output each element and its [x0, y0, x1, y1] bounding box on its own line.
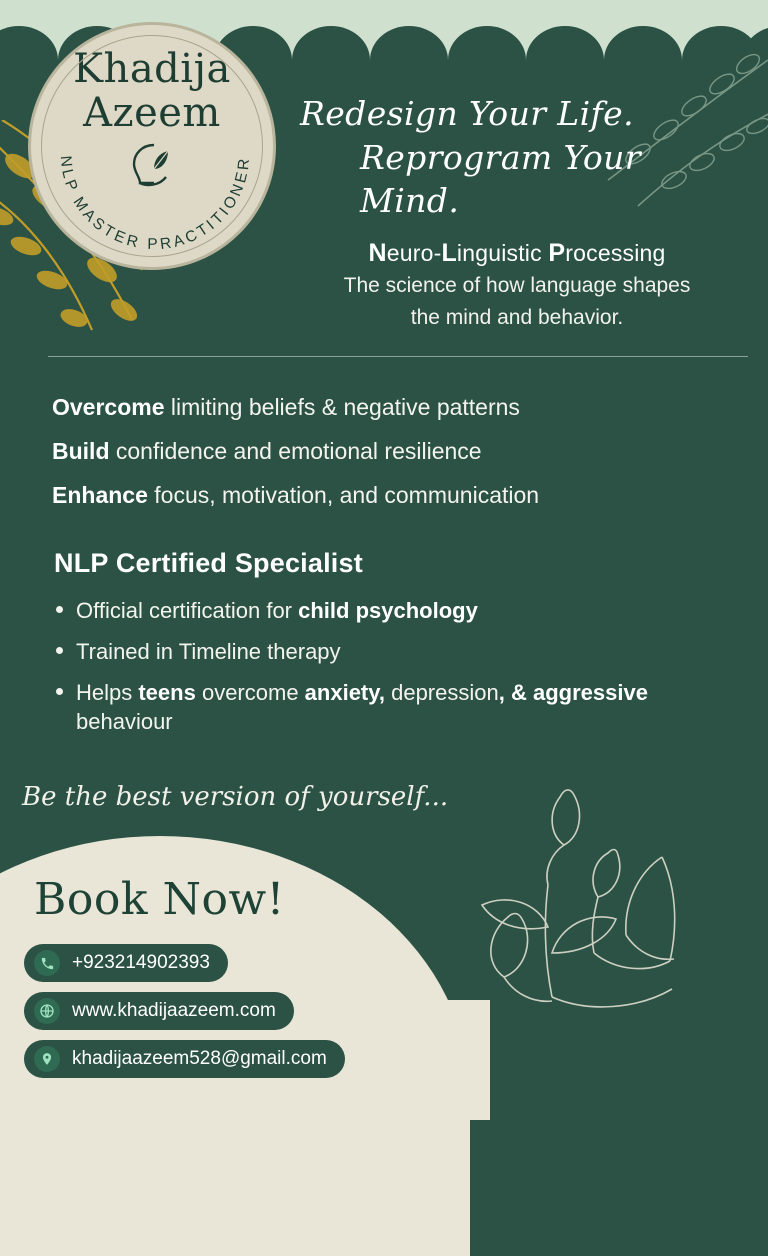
benefits-list [52, 396, 742, 528]
cert-text-bold: anxiety, [304, 680, 385, 706]
benefit-strong: Overcome [52, 394, 165, 420]
cert-text-plain: behaviour [76, 709, 173, 735]
phone-icon [34, 950, 60, 976]
cert-text-plain: Trained in Timeline therapy [76, 639, 341, 665]
tagline: Be the best version of yourself... [22, 782, 449, 812]
nlp-title [292, 239, 742, 268]
cert-text-plain: overcome [195, 680, 305, 706]
bullet-dot-icon [56, 606, 63, 613]
certified-list [50, 596, 750, 748]
subtitle-line1: The science of how language shapes [343, 273, 691, 297]
nlp-title-l: L [441, 238, 457, 267]
certified-title: NLP Certified Specialist [54, 548, 363, 578]
script-headline-line1: Redesign Your Life. [300, 94, 634, 133]
benefit-strong: Enhance [52, 482, 148, 508]
benefit-rest: limiting beliefs & negative patterns [164, 394, 520, 420]
nlp-title-n: N [368, 238, 387, 267]
subtitle-line2: the mind and behavior. [410, 305, 624, 329]
cert-text-bold: aggressive [532, 680, 648, 706]
svg-text:NLP MASTER PRACTITIONER: NLP MASTER PRACTITIONER [56, 154, 254, 254]
logo-name-line2: Azeem [83, 90, 221, 136]
list-item [50, 596, 750, 625]
bullet-dot-icon [56, 688, 63, 695]
nlp-title-p: P [548, 238, 566, 267]
benefit-item [52, 484, 742, 507]
cert-text-bold: teens [138, 680, 196, 706]
cert-text-bold: , & [498, 680, 527, 706]
contact-phone-row[interactable] [24, 944, 228, 982]
contact-list [24, 944, 504, 1088]
logo-arc-text [31, 25, 279, 273]
scallop-shape [292, 26, 370, 94]
benefit-item [52, 396, 742, 419]
scallop-shape [448, 26, 526, 94]
contact-email-label: khadijaazeem528@gmail.com [72, 1048, 327, 1069]
bullet-dot-icon [56, 647, 63, 654]
list-item [50, 678, 750, 736]
contact-email-row[interactable] [24, 1040, 345, 1078]
cert-text-plain: Official certification for [76, 598, 299, 623]
scallop-shape [370, 26, 448, 94]
scallop-shape [526, 26, 604, 94]
cert-text-plain: Helps [76, 680, 139, 706]
cert-text-plain: depression [384, 680, 499, 706]
benefit-item [52, 440, 742, 463]
contact-phone-label: +923214902393 [72, 952, 210, 973]
nlp-title-inguistic: inguistic [456, 239, 549, 266]
list-item [50, 637, 750, 666]
contact-website-row[interactable] [24, 992, 294, 1030]
cert-text-bold: child psychology [298, 598, 478, 623]
section-divider [48, 356, 748, 357]
script-headline-line2: Reprogram Your Mind. [360, 137, 641, 221]
globe-icon [34, 998, 60, 1024]
logo-name-line1: Khadija [73, 46, 231, 92]
benefit-strong: Build [52, 438, 110, 464]
benefit-rest: focus, motivation, and communication [147, 482, 540, 508]
headline-block [292, 92, 742, 331]
benefit-rest: confidence and emotional resilience [109, 438, 482, 464]
logo-badge [28, 22, 276, 270]
book-now-heading: Book Now! [34, 874, 285, 925]
nlp-title-euro: euro- [386, 239, 442, 266]
location-pin-icon [34, 1046, 60, 1072]
contact-website-label: www.khadijaazeem.com [72, 1000, 276, 1021]
nlp-title-rocessing: rocessing [565, 239, 666, 266]
